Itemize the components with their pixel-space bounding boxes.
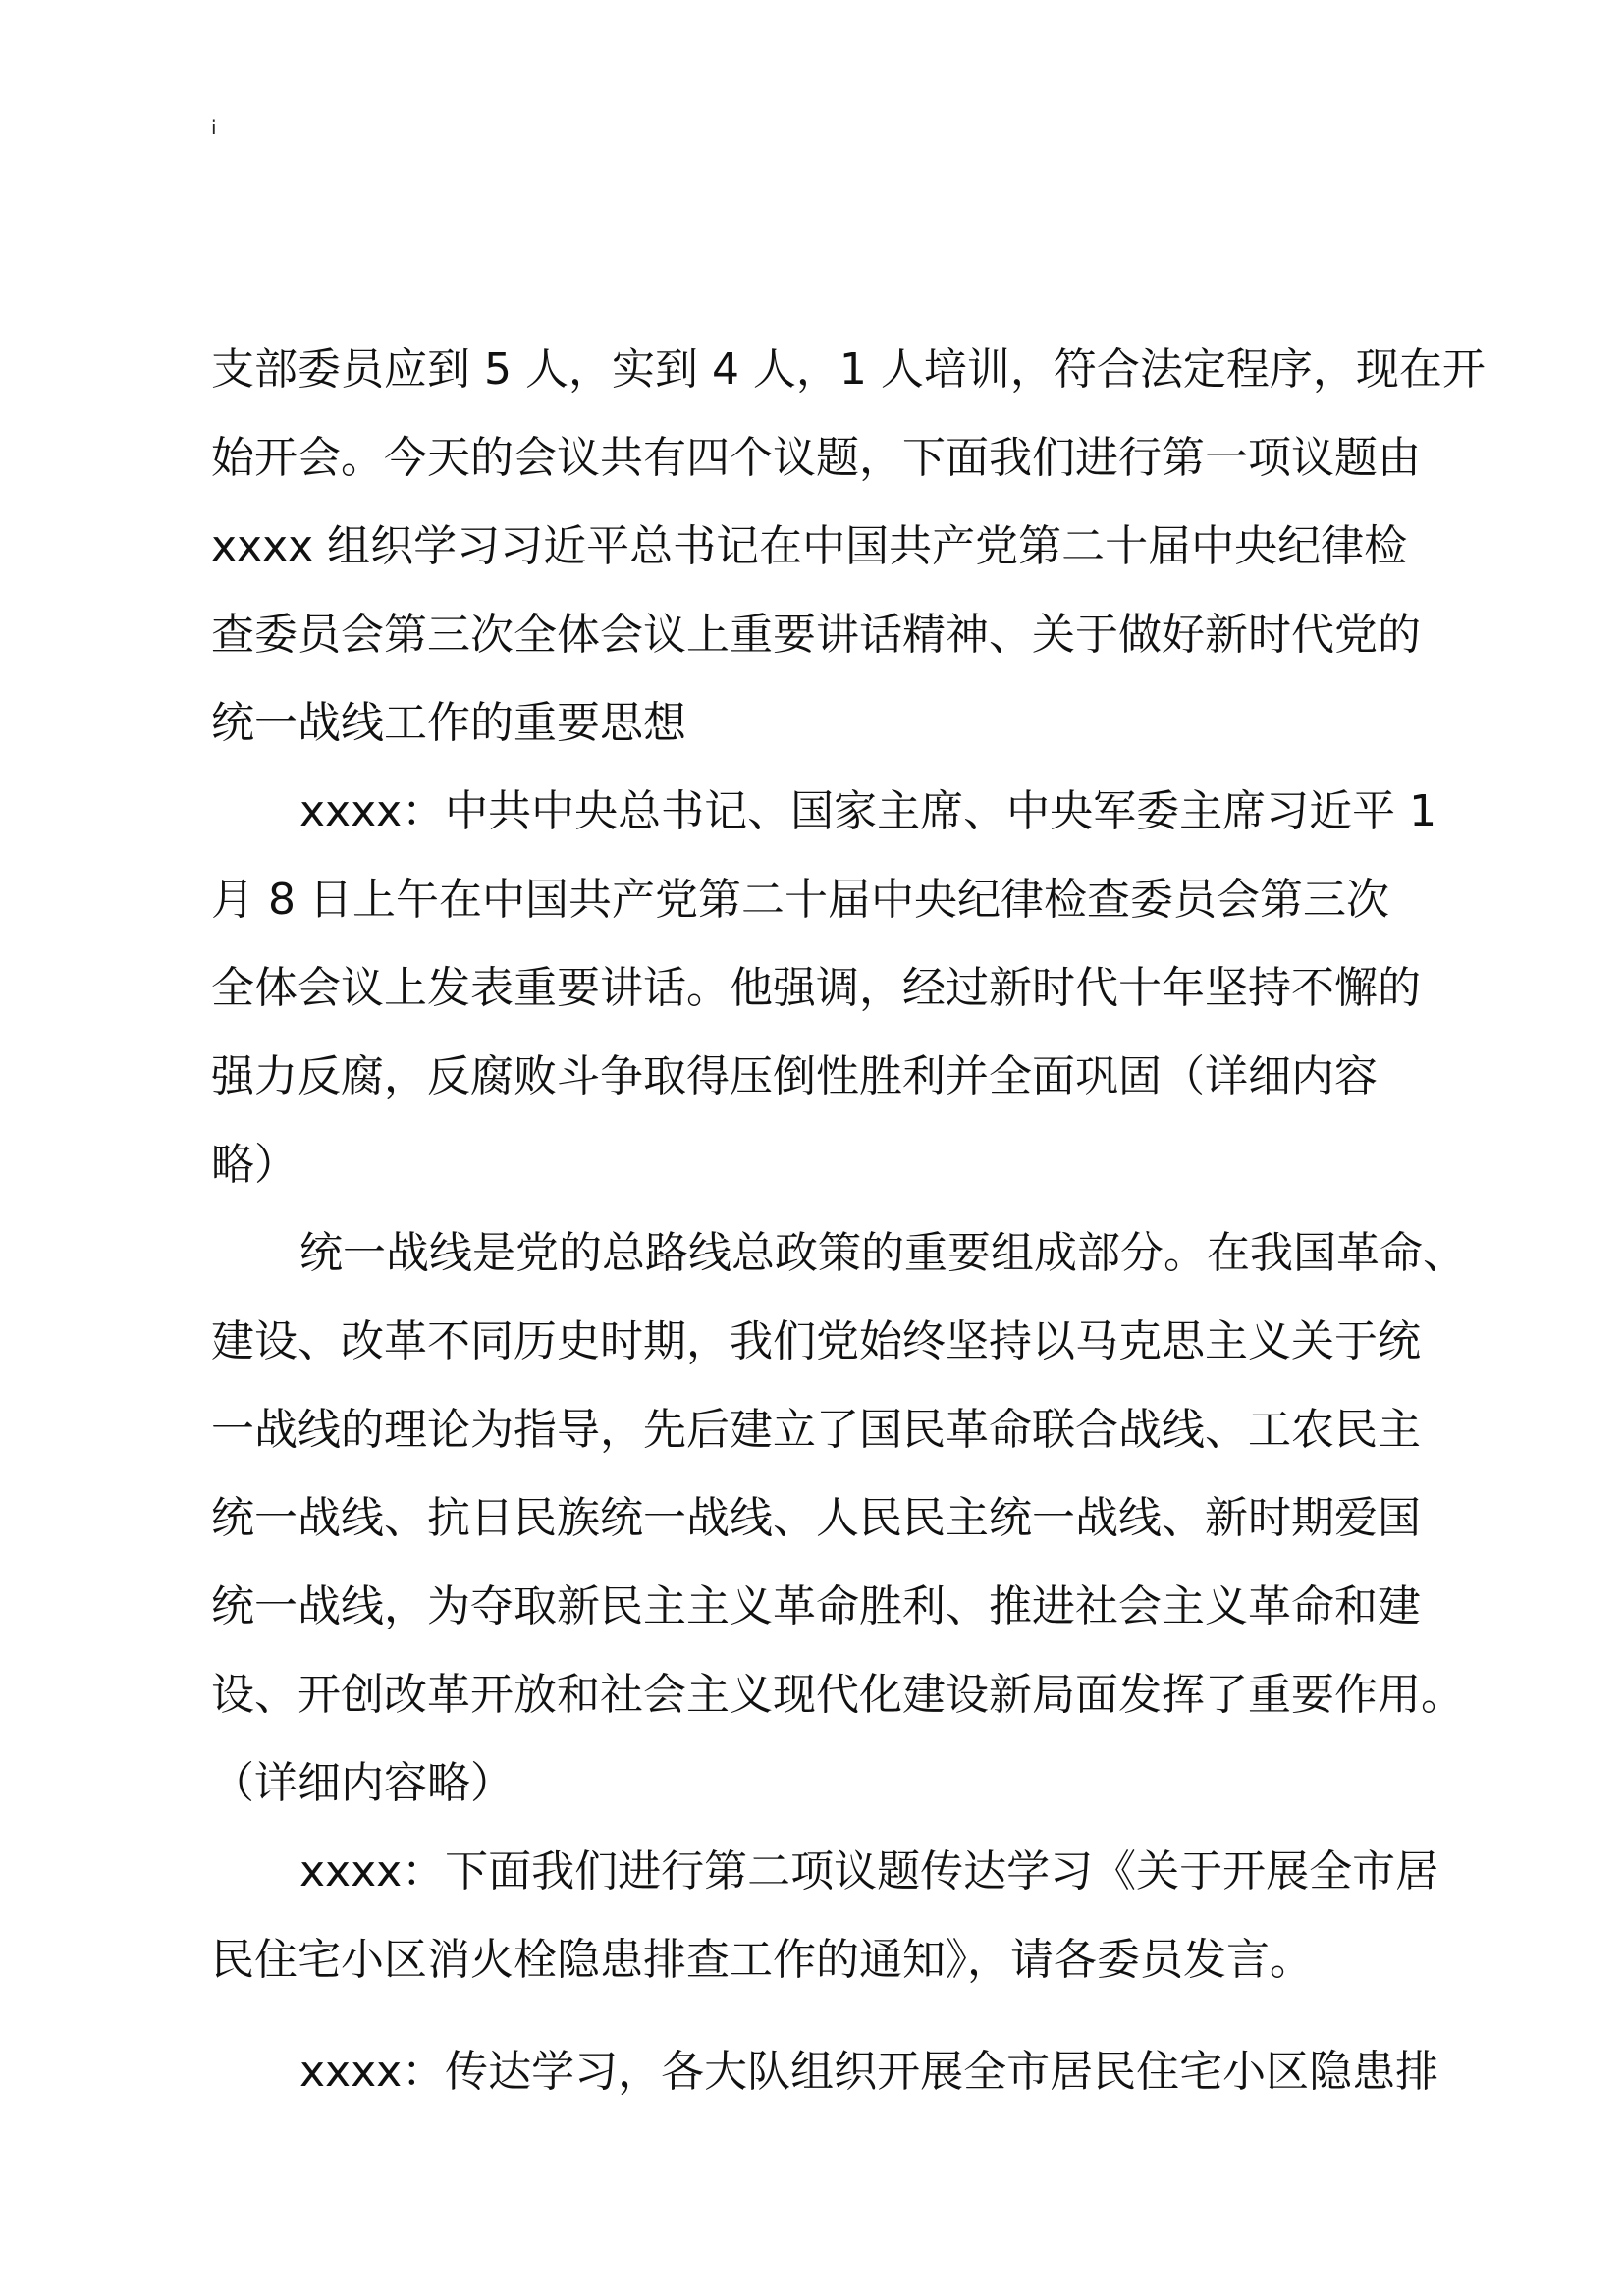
text-line: 统一战线，为夺取新民主主义革命胜利、推进社会主义革命和建 xyxy=(211,1581,1421,1631)
text-line: 统一战线是党的总路线总政策的重要组成部分。在我国革命、 xyxy=(299,1228,1466,1278)
text-line: 查委员会第三次全体会议上重要讲话精神、关于做好新时代党的 xyxy=(211,610,1421,660)
text-line: 一战线的理论为指导，先后建立了国民革命联合战线、工农民主 xyxy=(211,1405,1421,1455)
document-body xyxy=(211,326,1486,2116)
text-line: 略） xyxy=(211,1140,298,1190)
text-line: 月 8 日上午在中国共产党第二十届中央纪律检查委员会第三次 xyxy=(211,875,1389,925)
page-header-mark: i xyxy=(211,116,217,139)
text-line: 统一战线工作的重要思想 xyxy=(211,698,686,748)
text-line: 全体会议上发表重要讲话。他强调，经过新时代十年坚持不懈的 xyxy=(211,963,1421,1013)
text-line: （详细内容略） xyxy=(211,1758,514,1808)
text-line: 支部委员应到 5 人，实到 4 人，1 人培训，符合法定程序，现在开 xyxy=(211,345,1486,395)
text-line: 始开会。今天的会议共有四个议题，下面我们进行第一项议题由 xyxy=(211,433,1421,483)
text-line: 民住宅小区消火栓隐患排查工作的通知》，请各委员发言。 xyxy=(211,1935,1313,1985)
text-line: 统一战线、抗日民族统一战线、人民民主统一战线、新时期爱国 xyxy=(211,1493,1421,1543)
text-line: 建设、改革不同历史时期，我们党始终坚持以马克思主义关于统 xyxy=(211,1316,1421,1366)
text-line: xxxx：传达学习，各大队组织开展全市居民住宅小区隐患排 xyxy=(299,2047,1439,2097)
text-line: xxxx：下面我们进行第二项议题传达学习《关于开展全市居 xyxy=(299,1846,1439,1896)
text-line: 强力反腐，反腐败斗争取得压倒性胜利并全面巩固（详细内容 xyxy=(211,1051,1378,1101)
text-line: 设、开创改革开放和社会主义现代化建设新局面发挥了重要作用。 xyxy=(211,1670,1464,1720)
text-line: xxxx：中共中央总书记、国家主席、中央军委主席习近平 1 xyxy=(299,786,1437,836)
text-line: xxxx 组织学习习近平总书记在中国共产党第二十届中央纪律检 xyxy=(211,521,1408,571)
